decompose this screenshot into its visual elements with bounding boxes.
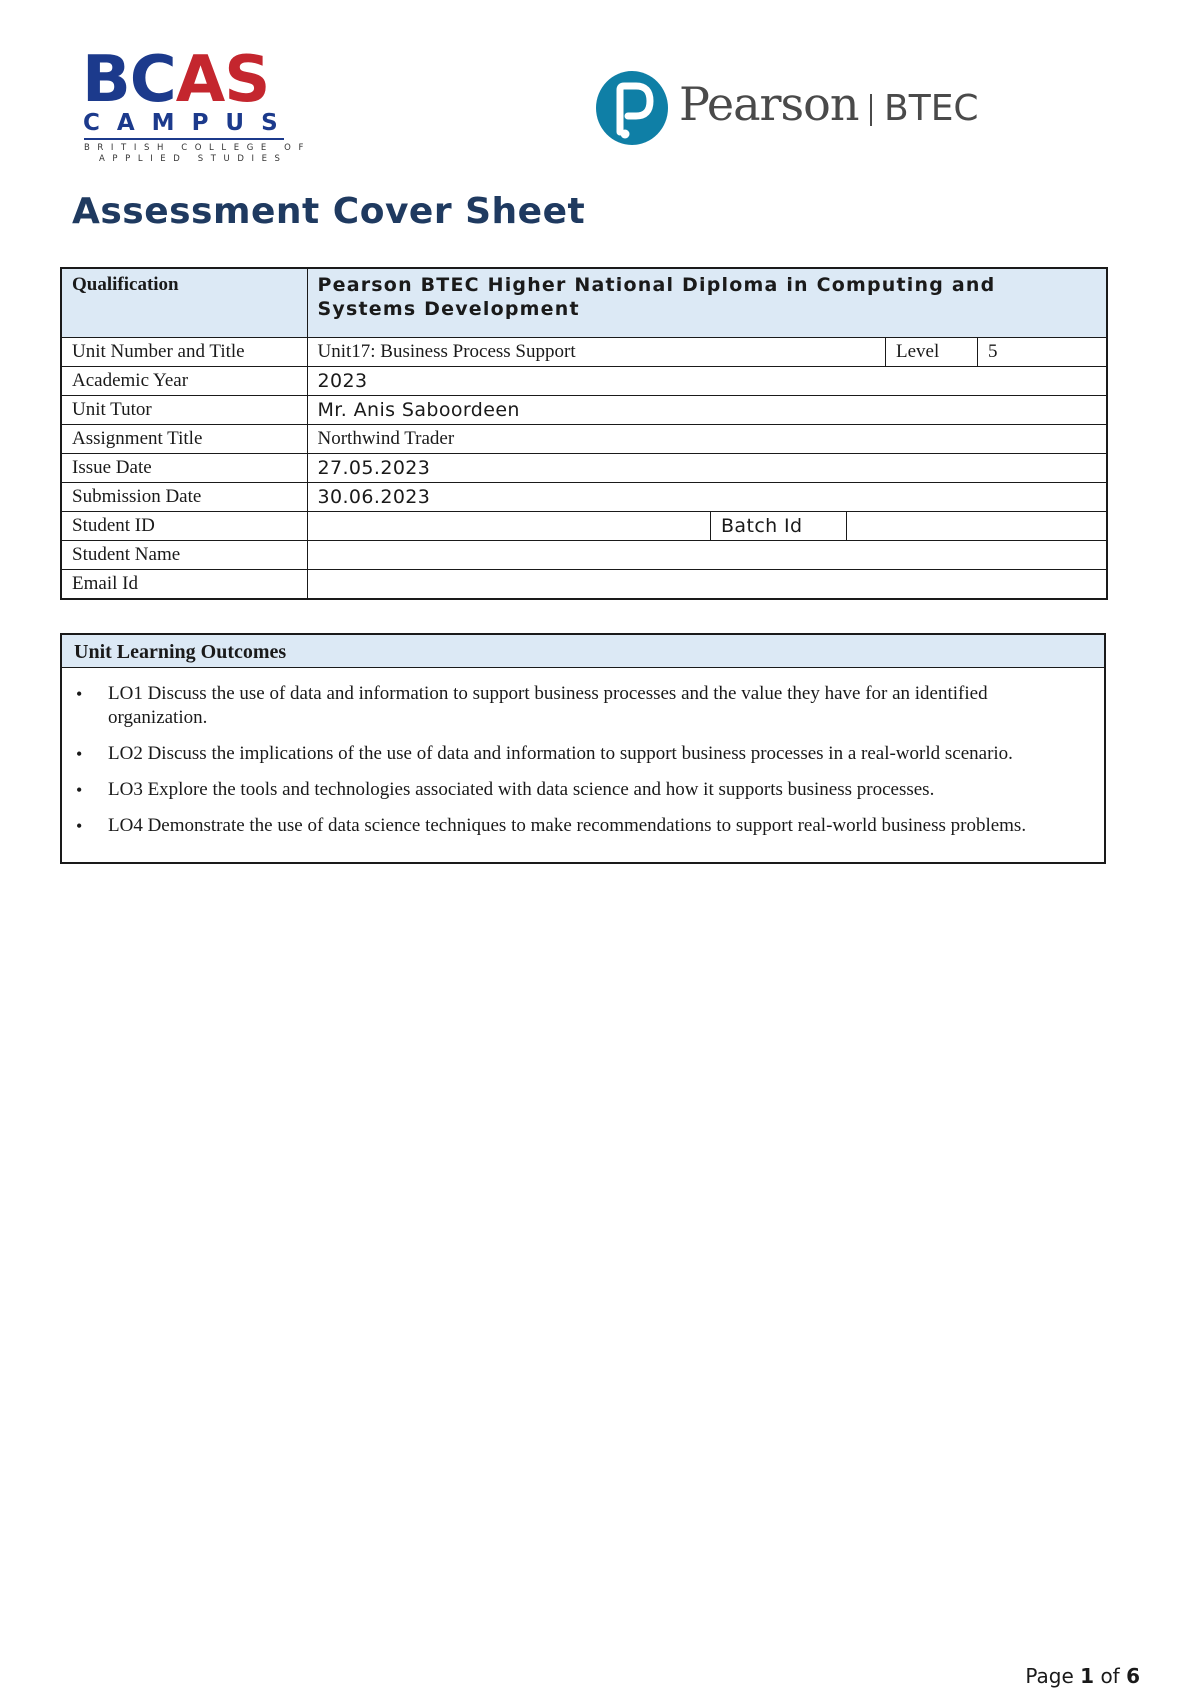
email-id-field[interactable] [307,570,1107,600]
of-word: of [1100,1664,1120,1688]
bullet-icon: • [76,744,83,764]
bullet-icon: • [76,816,83,836]
list-item [74,814,1084,838]
outcome-text: LO1 Discuss the use of data and information to support business processes and the value they have for an identified organization. [108,683,988,728]
total-pages: 6 [1126,1664,1140,1688]
unit-tutor-value: Mr. Anis Saboordeen [307,396,1107,425]
unit-split-cell [307,338,1107,367]
page-word: Page [1025,1664,1074,1688]
bcas-campus-word: CAMPUS [83,110,295,136]
assessment-info-table [60,267,1108,600]
unit-row [61,338,1107,367]
outcome-text: LO4 Demonstrate the use of data science techniques to make recommendations to support real-world business problems. [108,815,1027,836]
qualification-row [61,268,1107,338]
list-item [74,682,1084,730]
email-id-label: Email Id [61,570,307,600]
unit-tutor-row [61,396,1107,425]
unit-tutor-label: Unit Tutor [61,396,307,425]
submission-date-value: 30.06.2023 [307,483,1107,512]
learning-outcomes-header: Unit Learning Outcomes [62,635,1104,668]
issue-date-value: 27.05.2023 [307,454,1107,483]
student-id-split-cell [307,512,1107,541]
academic-year-value: 2023 [307,367,1107,396]
assignment-title-row [61,425,1107,454]
bcas-campus-logo [82,43,311,168]
student-name-field[interactable] [307,541,1107,570]
student-id-label: Student ID [61,512,307,541]
student-id-field[interactable] [308,512,711,540]
bullet-icon: • [76,780,83,800]
pearson-p-icon [595,70,669,146]
learning-outcomes-list [62,668,1104,838]
bcas-subtitle-line2: APPLIED STUDIES [99,154,288,164]
bcas-divider [84,138,284,140]
issue-date-row [61,454,1107,483]
student-name-row [61,541,1107,570]
qualification-label: Qualification [61,268,307,338]
outcome-text: LO2 Discuss the implications of the use of data and information to support business processes in a real-world scenario. [108,743,1013,764]
unit-label: Unit Number and Title [61,338,307,367]
unit-level-table [308,338,1108,366]
bcas-subtitle-line1: BRITISH COLLEGE OF [84,143,311,153]
bcas-wordmark [82,43,270,117]
page-title: Assessment Cover Sheet [72,191,586,232]
email-id-row [61,570,1107,600]
unit-value: Unit17: Business Process Support [317,341,576,362]
issue-date-label: Issue Date [61,454,307,483]
submission-date-row [61,483,1107,512]
academic-year-label: Academic Year [61,367,307,396]
assignment-title-value: Northwind Trader [307,425,1107,454]
page-number [1025,1664,1140,1688]
btec-wordmark: BTEC [884,88,979,129]
list-item [74,778,1084,802]
batch-id-label: Batch Id [711,512,847,540]
qualification-value: Pearson BTEC Higher National Diploma in Computing and Systems Development [307,268,1107,338]
pearson-wordmark: Pearson [679,77,859,131]
logo-separator [870,94,872,126]
student-id-row [61,512,1107,541]
current-page: 1 [1080,1664,1095,1688]
batch-id-field[interactable] [847,512,1108,540]
list-item [74,742,1084,766]
bullet-icon: • [76,684,83,704]
bcas-wordmark-red: AS [175,43,270,117]
bcas-wordmark-blue: BC [82,43,176,117]
student-batch-table [308,512,1108,540]
student-name-label: Student Name [61,541,307,570]
submission-date-label: Submission Date [61,483,307,512]
level-value: 5 [978,338,1108,366]
academic-year-row [61,367,1107,396]
level-label: Level [886,338,978,366]
outcome-text: LO3 Explore the tools and technologies associated with data science and how it supports business processes. [108,779,935,800]
assignment-title-label: Assignment Title [61,425,307,454]
learning-outcomes-box [60,633,1106,864]
pearson-btec-logo [595,70,995,150]
